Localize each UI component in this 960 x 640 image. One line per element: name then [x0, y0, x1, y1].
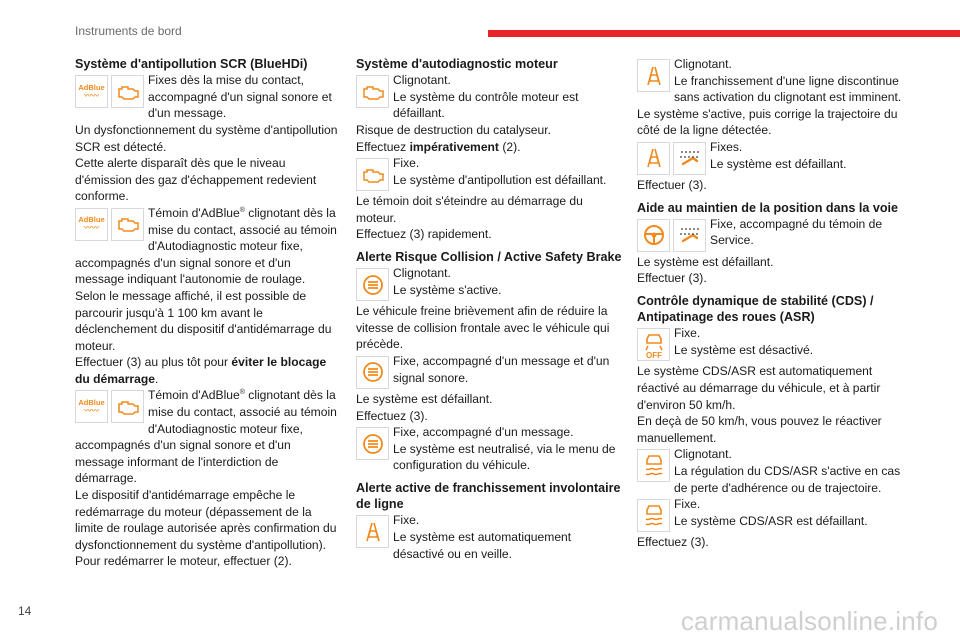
warning-entry-cds-off: OFF Fixe. Le système est désactivé. [637, 325, 907, 363]
adblue-icon: AdBlue 〰〰 [75, 75, 108, 108]
paragraph: Pour redémarrer le moteur, effectuer (2). [75, 554, 292, 569]
paragraph: Effectuez impérativement (2). [356, 139, 521, 154]
engine-icon [111, 75, 144, 108]
adblue-icon: AdBlue 〰〰 [75, 390, 108, 423]
page-number: 14 [18, 604, 32, 618]
engine-icon [111, 208, 144, 241]
service-wrench-icon [673, 142, 706, 175]
lane-departure-icon [637, 59, 670, 92]
section-heading-engine-diagnostic: Système d'autodiagnostic moteur [356, 57, 558, 71]
collision-alert-icon [356, 427, 389, 460]
paragraph: Effectuer (3) au plus tôt pour éviter le blocage du démarrage. [75, 355, 327, 386]
warning-entry-adblue-start-block: AdBlue 〰〰 Témoin d'AdBlue® clignotant dès la mise du contact, associé au témoin d'Autodiagnostic moteur fixe, accompagnés d'un signal sonore et d'un message informant de l'interdiction de démarrage. [75, 388, 337, 486]
section-heading-lane-keeping: Aide au maintien de la position dans la voie [637, 200, 899, 215]
paragraph: Risque de destruction du catalyseur. [356, 122, 551, 137]
warning-entry-collision-fixed-message: Fixe, accompagné d'un message et d'un signal sonore. [356, 353, 624, 391]
paragraph: Le système CDS/ASR est automatiquement réactivé au démarrage du véhicule, et à partir d'environ 50 km/h. [637, 364, 881, 412]
section-heading-stability-control: Contrôle dynamique de stabilité (CDS) / Antipatinage des roues (ASR) [637, 293, 874, 325]
engine-icon [356, 75, 389, 108]
section-heading-scr: Système d'antipollution SCR (BlueHDi) [75, 57, 308, 71]
header-accent-bar [488, 30, 960, 37]
column-1 [75, 56, 343, 570]
skid-off-icon [637, 328, 670, 361]
warning-entry-lane-keeping-fixed: Fixe, accompagné du témoin de Service. [637, 216, 907, 254]
collision-alert-icon [356, 268, 389, 301]
warning-entry-engine-flashing: Clignotant. Le système du contrôle moteur est défaillant. [356, 72, 624, 122]
engine-icon [356, 158, 389, 191]
steering-wheel-icon [637, 219, 670, 252]
paragraph: Le système est défaillant. [637, 254, 774, 269]
warning-entry-lane-flashing: Clignotant. Le franchissement d'une ligne discontinue sans activation du clignotant est imminent. [637, 56, 907, 106]
running-header: Instruments de bord [75, 24, 182, 38]
lane-departure-icon [637, 142, 670, 175]
paragraph: Cette alerte disparaît dès que le niveau d'émission des gaz d'échappement redevient conforme. [75, 156, 317, 204]
paragraph: Le système s'active, puis corrige la trajectoire du côté de la ligne détectée. [637, 106, 898, 138]
adblue-icon: AdBlue 〰〰 [75, 208, 108, 241]
section-heading-collision-alert: Alerte Risque Collision / Active Safety Brake [356, 249, 622, 264]
watermark: carmanualsonline.info [680, 606, 938, 636]
paragraph: Effectuer (3). [637, 271, 707, 286]
lane-departure-icon [356, 515, 389, 548]
skid-icon [637, 449, 670, 482]
svg-text:OFF: OFF [645, 350, 662, 359]
warning-entry-engine-fixed: Fixe. Le système d'antipollution est défaillant. [356, 155, 624, 193]
paragraph: En deçà de 50 km/h, vous pouvez le réactiver manuellement. [637, 414, 882, 445]
column-2 [356, 56, 624, 562]
paragraph: Effectuez (3) rapidement. [356, 227, 492, 242]
warning-entry-lane-fixed: Fixe. Le système est automatiquement désactivé ou en veille. [356, 512, 624, 562]
warning-entry-collision-neutralised: Fixe, accompagné d'un message. Le système est neutralisé, via le menu de configuration du véhicule. [356, 424, 624, 474]
paragraph: Effectuez (3). [356, 408, 428, 423]
warning-entry-lane-fault: Fixes. Le système est défaillant. [637, 139, 907, 177]
paragraph: Effectuez (3). [637, 535, 709, 550]
service-wrench-icon [673, 219, 706, 252]
paragraph: Le dispositif d'antidémarrage empêche le redémarrage du moteur (dépassement de la limite de roulage autorisée après confirmation du dysfonctionnement du système d'antipollution). [75, 488, 337, 552]
warning-entry-cds-fault: Fixe. Le système CDS/ASR est défaillant. [637, 496, 907, 534]
paragraph: Le système est défaillant. [356, 391, 493, 406]
section-heading-lane-departure: Alerte active de franchissement involontaire de ligne [356, 480, 621, 512]
engine-icon [111, 390, 144, 423]
paragraph: Le témoin doit s'éteindre au démarrage du moteur. [356, 194, 583, 225]
warning-entry-cds-flashing: Clignotant. La régulation du CDS/ASR s'active en cas de perte d'adhérence ou de trajectoire. [637, 446, 907, 496]
paragraph: Selon le message affiché, il est possible de parcourir jusqu'à 1 100 km avant le déclenchement du dispositif d'antidémarrage du moteur. [75, 288, 332, 353]
paragraph: Effectuer (3). [637, 177, 707, 192]
warning-entry-collision-flashing: Clignotant. Le système s'active. [356, 265, 624, 303]
warning-entry-adblue-flashing: AdBlue 〰〰 Témoin d'AdBlue® clignotant dès la mise du contact, associé au témoin d'Autodiagnostic moteur fixe, accompagnés d'un signal sonore et d'un message indiquant l'autonomie de roulage. [75, 205, 337, 287]
column-3 [637, 56, 907, 551]
warning-entry-adblue-fixed: AdBlue 〰〰 Fixes dès la mise du contact, accompagné d'un signal sonore et d'un message. [75, 72, 343, 122]
skid-icon [637, 499, 670, 532]
collision-alert-icon [356, 356, 389, 389]
paragraph: Un dysfonctionnement du système d'antipollution SCR est détecté. [75, 122, 338, 154]
paragraph: Le véhicule freine brièvement afin de réduire la vitesse de collision frontale avec le véhicule qui précède. [356, 304, 610, 352]
